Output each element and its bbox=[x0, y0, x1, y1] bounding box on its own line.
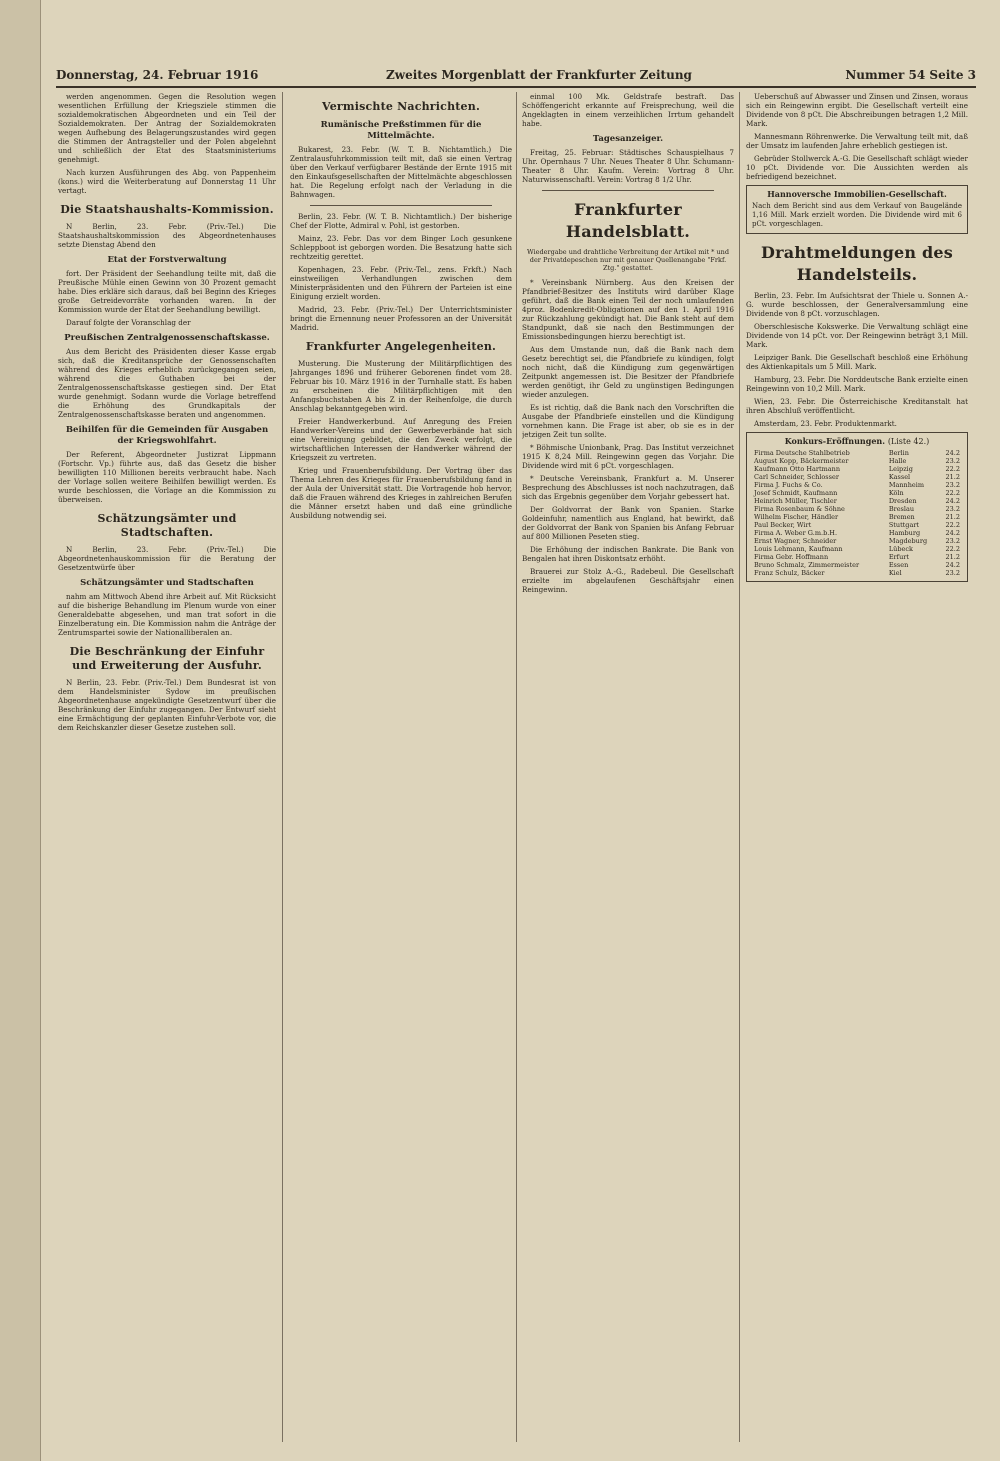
paragraph: * Vereinsbank Nürnberg. Aus den Kreisen der Pfandbrief-Besitzer des Instituts wird darüber Klage geführt, daß die Bank einen Teil der noch umlaufenden 4proz. Bodenkredit-Obligationen auf den 1. April 1916 zur Rückzahlung gekündigt hat. Die Bank steht auf dem Standpunkt, daß sie nach den Bestimmungen der Emissionsbedingungen hierzu berechtigt ist. bbox=[522, 278, 734, 341]
konkurs-row bbox=[752, 449, 962, 457]
headline-tagesanzeiger: Tagesanzeiger. bbox=[592, 134, 664, 144]
paragraph: fort. Der Präsident der Seehandlung teilte mit, daß die Preußische Mühle einen Gewinn von 30 Prozent gemacht habe. Dies erkläre sich daraus, daß bei Beginn des Krieges große Getreidevorräte vorhanden waren. In der Kommission wurde der Etat der Seehandlung bewilligt. bbox=[58, 269, 276, 314]
konkurs-row bbox=[752, 513, 962, 521]
konkurs-row bbox=[752, 561, 962, 569]
konkurs-date: 22.2 bbox=[945, 465, 960, 473]
paragraph: Mannesmann Röhrenwerke. Die Verwaltung teilt mit, daß der Umsatz im laufenden Jahre erheblich gestiegen ist. bbox=[746, 132, 968, 150]
paragraph: Bukarest, 23. Febr. (W. T. B. Nichtamtlich.) Die Zentralausfuhrkommission teilt mit, daß sie einen Vertrag über den Verkauf verfügbarer Bestände der Ernte 1915 mit den Einkaufsgesellschaften der Mittelmächte abgeschlossen hat. Die Regelung erfolgt nach der Verladung in die Bahnwagen. bbox=[290, 145, 512, 199]
konkurs-date: 21.2 bbox=[945, 513, 960, 521]
konkurs-date: 24.2 bbox=[945, 561, 960, 569]
paragraph: Amsterdam, 23. Febr. Produktenmarkt. bbox=[754, 419, 897, 428]
konkurs-date: 23.2 bbox=[945, 569, 960, 577]
konkurs-place: Leipzig bbox=[888, 465, 913, 473]
konkurs-row bbox=[752, 481, 962, 489]
konkurs-name: Bruno Schmalz, Zimmermeister bbox=[754, 561, 860, 569]
konkurs-date: 22.2 bbox=[945, 545, 960, 553]
notice-box bbox=[746, 185, 968, 234]
notice-box-text: Nach dem Bericht sind aus dem Verkauf von Baugelände 1,16 Mill. Mark erzielt worden. Die Dividende wird mit 6 pCt. vorgeschlagen. bbox=[752, 202, 962, 228]
konkurs-row bbox=[752, 521, 962, 529]
paragraph: Freitag, 25. Februar: Städtisches Schauspielhaus 7 Uhr. Opernhaus 7 Uhr. Neues Theater 8 Uhr. Schumann-Theater 8 Uhr. Kaufm. Verein: Vortrag 8 Uhr. Naturwissenschaftl. Verein: Vortrag 8 1/2 Uhr. bbox=[522, 148, 734, 184]
konkurs-row bbox=[752, 497, 962, 505]
paragraph: Der Referent, Abgeordneter Justizrat Lippmann (Fortschr. Vp.) führte aus, daß das Gesetz die bisher bewilligten 110 Millionen bereits verbraucht habe. Nach der Vorlage sollen weitere Beihilfen bewilligt werden. Es wurde beschlossen, die Vorlage an die Kommission zu überweisen. bbox=[58, 450, 276, 504]
paragraph: Leipziger Bank. Die Gesellschaft beschloß eine Erhöhung des Aktienkapitals um 5 Mill. Mark. bbox=[746, 353, 968, 371]
konkurs-name: Paul Becker, Wirt bbox=[754, 521, 812, 529]
konkurs-row bbox=[752, 529, 962, 537]
page-header bbox=[56, 66, 976, 88]
header-date: Donnerstag, 24. Februar 1916 bbox=[56, 68, 259, 82]
konkurs-name: Kaufmann Otto Hartmann bbox=[754, 465, 841, 473]
konkurs-place: Dresden bbox=[888, 497, 917, 505]
konkurs-name: Franz Schulz, Bäcker bbox=[754, 569, 825, 577]
paragraph: * Böhmische Unionbank, Prag. Das Institut verzeichnet 1915 K 8,24 Mill. Reingewinn gegen das Vorjahr. Die Dividende wird mit 6 pCt. vorgeschlagen. bbox=[522, 443, 734, 470]
paragraph: Aus dem Bericht des Präsidenten dieser Kasse ergab sich, daß die Kreditansprüche der Genossenschaften während des Krieges erheblich zurückgegangen seien, während die Guthaben bei der Zentralgenossenschaftskasse gestiegen sind. Der Etat wurde genehmigt. Sodann wurde die Vorlage betreffend die Erhöhung des Grundkapitals der Zentralgenossenschaftskasse beraten und angenommen. bbox=[58, 347, 276, 419]
paragraph: * Deutsche Vereinsbank, Frankfurt a. M. Unserer Besprechung des Abschlusses ist noch nachzutragen, daß sich das Ergebnis gegenüber dem Vorjahr gebessert hat. bbox=[522, 474, 734, 501]
paragraph: Brauerei zur Stolz A.-G., Radebeul. Die Gesellschaft erzielte im abgelaufenen Geschäftsjahr einen Reingewinn. bbox=[522, 567, 734, 594]
headline-staatshaushalt: Die Staatshaushalts-Kommission. bbox=[60, 203, 274, 216]
konkurs-date: 22.2 bbox=[945, 489, 960, 497]
paragraph: Kopenhagen, 23. Febr. (Priv.-Tel., zens. Frkft.) Nach einstweiligen Verhandlungen zwischen dem Ministerpräsidenten und den Führern der Parteien ist eine Einigung erzielt worden. bbox=[290, 265, 512, 301]
konkurs-place: Essen bbox=[888, 561, 909, 569]
konkurs-table bbox=[752, 449, 962, 577]
paragraph: nahm am Mittwoch Abend ihre Arbeit auf. Mit Rücksicht auf die bisherige Behandlung im Plenum wurde von einer Generaldebatte abgesehen, und man trat sofort in die Einzelberatung ein. Die Kommission nahm die Anträge der Zentrumspartei sowie der Nationalliberalen an. bbox=[58, 592, 276, 637]
paragraph: Ueberschuß auf Abwasser und Zinsen und Zinsen, woraus sich ein Reingewinn ergibt. Die Gesellschaft verteilt eine Dividende von 8 pCt. Die Abschreibungen betragen 1,2 Mill. Mark. bbox=[746, 92, 968, 128]
paragraph: Berlin, 23. Febr. Im Aufsichtsrat der Thiele u. Sonnen A.-G. wurde beschlossen, der Generalversammlung eine Dividende von 8 pCt. vorzuschlagen. bbox=[746, 291, 968, 318]
konkurs-place: Kiel bbox=[888, 569, 902, 577]
subheadline-schaetzungsaemter: Schätzungsämter und Stadtschaften bbox=[80, 578, 254, 588]
paragraph: Oberschlesische Kokswerke. Die Verwaltung schlägt eine Dividende von 14 pCt. vor. Der Reingewinn beträgt 3,1 Mill. Mark. bbox=[746, 322, 968, 349]
headline-handelsblatt: Frankfurter Handelsblatt. bbox=[565, 200, 691, 241]
konkurs-date: 24.2 bbox=[945, 497, 960, 505]
konkurs-name: Firma J. Fuchs & Co. bbox=[754, 481, 823, 489]
paragraph: Es ist richtig, daß die Bank nach den Vorschriften die Ausgabe der Pfandbriefe einstellen und die Kündigung vornehmen kann. Die Frage ist aber, ob sie es in der jetzigen Zeit tun sollte. bbox=[522, 403, 734, 439]
konkurs-place: Köln bbox=[888, 489, 904, 497]
column-4 bbox=[746, 92, 968, 1447]
paragraph: Hamburg, 23. Febr. Die Norddeutsche Bank erzielte einen Reingewinn von 10,2 Mill. Mark. bbox=[746, 375, 968, 393]
konkurs-name: Firma Deutsche Stahlbetrieb bbox=[754, 449, 850, 457]
paragraph: einmal 100 Mk. Geldstrafe bestraft. Das Schöffengericht erkannte auf Freisprechung, weil die Angeklagten in einem verzeihlichen Irrtum gehandelt habe. bbox=[522, 92, 734, 128]
konkurs-row bbox=[752, 537, 962, 545]
konkurs-date: 22.2 bbox=[945, 521, 960, 529]
konkurs-date: 21.2 bbox=[945, 553, 960, 561]
konkurs-place: Mannheim bbox=[888, 481, 924, 489]
paragraph: Aus dem Umstande nun, daß die Bank nach dem Gesetz berechtigt sei, die Pfandbriefe zu kündigen, folgt noch nicht, daß die Kündigung zum gegenwärtigen Zeitpunkt angemessen ist. Die Besitzer der Pfandbriefe werden genötigt, ihr Geld zu ungünstigen Bedingungen wieder anzulegen. bbox=[522, 345, 734, 399]
konkurs-name: Carl Schneider, Schlosser bbox=[754, 473, 839, 481]
konkurs-row bbox=[752, 545, 962, 553]
paragraph: Berlin, 23. Febr. (W. T. B. Nichtamtlich.) Der bisherige Chef der Flotte, Admiral v. Pohl, ist gestorben. bbox=[290, 212, 512, 230]
column-rule bbox=[516, 92, 517, 1442]
konkurs-name: Heinrich Müller, Tischler bbox=[754, 497, 837, 505]
paragraph: Krieg und Frauenberufsbildung. Der Vortrag über das Thema Lehren des Krieges für Frauenberufsbildung fand in der Aula der Universität statt. Die Vortragende hob hervor, daß die Frauen während des Krieges in zahlreichen Berufen die Männer ersetzt haben und daß eine gründliche Ausbildung notwendig sei. bbox=[290, 466, 512, 520]
headline-schaetzungsaemter: Schätzungsämter und Stadtschaften. bbox=[97, 512, 237, 539]
konkurs-name: Firma Rosenbaum & Söhne bbox=[754, 505, 845, 513]
handelsblatt-note: Wiedergabe und drahtliche Verbreitung der Artikel mit * und der Privatdepeschen nur mit genauer Quellenangabe "Frkf. Ztg." gestattet. bbox=[527, 248, 729, 272]
konkurs-date: 24.2 bbox=[945, 449, 960, 457]
header-number: Nummer 54 Seite 3 bbox=[845, 68, 976, 82]
konkurs-date: 23.2 bbox=[945, 481, 960, 489]
paragraph: Gebrüder Stollwerck A.-G. Die Gesellschaft schlägt wieder 10 pCt. Dividende vor. Die Aussichten werden als befriedigend bezeichnet. bbox=[746, 154, 968, 181]
divider bbox=[542, 190, 714, 191]
konkurs-title bbox=[752, 437, 962, 446]
konkurs-name: August Kopp, Bäckermeister bbox=[754, 457, 849, 465]
subheadline-beihilfen: Beihilfen für die Gemeinden für Ausgaben der Kriegswohlfahrt. bbox=[65, 425, 269, 446]
notice-box-title: Hannoversche Immobilien-Gesellschaft. bbox=[767, 189, 947, 199]
konkurs-row bbox=[752, 553, 962, 561]
paragraph: Musterung. Die Musterung der Militärpflichtigen des Jahrganges 1896 und früherer Geborenen findet vom 28. Februar bis 10. März 1916 in der Turnhalle statt. Es haben zu erscheinen die Militärpflichtigen mit den Anfangsbuchstaben A bis Z in der Reihenfolge, die durch Anschlag bekanntgegeben wird. bbox=[290, 359, 512, 413]
konkurs-place: Berlin bbox=[888, 449, 909, 457]
subheadline-forst: Etat der Forstverwaltung bbox=[107, 255, 227, 265]
divider bbox=[310, 205, 492, 206]
konkurs-row bbox=[752, 465, 962, 473]
paragraph: Der Goldvorrat der Bank von Spanien. Starke Goldeinfuhr, namentlich aus England, hat bewirkt, daß der Goldvorrat der Bank von Spanien bis Anfang Februar auf 800 Millionen Peseten stieg. bbox=[522, 505, 734, 541]
konkurs-title-sub: (Liste 42.) bbox=[887, 437, 930, 446]
subheadline-zentralgenossenschaft: Preußischen Zentralgenossenschaftskasse. bbox=[64, 333, 270, 343]
paragraph: N Berlin, 23. Febr. (Priv.-Tel.) Die Staatshaushaltskommission des Abgeordnetenhauses setzte Dienstag Abend den bbox=[58, 222, 276, 249]
column-rule bbox=[282, 92, 283, 1442]
column-2 bbox=[290, 92, 512, 1447]
konkurs-name: Ernst Wagner, Schneider bbox=[754, 537, 837, 545]
konkurs-place: Stuttgart bbox=[888, 521, 920, 529]
headline-vermischte: Vermischte Nachrichten. bbox=[322, 100, 480, 113]
konkurs-place: Halle bbox=[888, 457, 907, 465]
konkurs-row bbox=[752, 473, 962, 481]
konkurs-place: Breslau bbox=[888, 505, 915, 513]
headline-frankfurter-angelegenheiten: Frankfurter Angelegenheiten. bbox=[305, 340, 497, 353]
konkurs-name: Firma A. Weber G.m.b.H. bbox=[754, 529, 838, 537]
konkurs-title-text: Konkurs-Eröffnungen. bbox=[784, 436, 886, 446]
konkurs-place: Magdeburg bbox=[888, 537, 928, 545]
paragraph: Wien, 23. Febr. Die Österreichische Kreditanstalt hat ihren Abschluß veröffentlicht. bbox=[746, 397, 968, 415]
konkurs-name: Josef Schmidt, Kaufmann bbox=[754, 489, 838, 497]
column-3 bbox=[522, 92, 734, 1447]
konkurs-box bbox=[746, 432, 968, 582]
column-rule bbox=[739, 92, 740, 1442]
konkurs-date: 23.2 bbox=[945, 505, 960, 513]
konkurs-place: Lübeck bbox=[888, 545, 913, 553]
konkurs-name: Louis Lehmann, Kaufmann bbox=[754, 545, 843, 553]
lead-paragraph: werden angenommen. Gegen die Resolution wegen wesentlichen Erfüllung der Kriegsziele stimmen die sozialdemokratischen Abgeordneten und ein Teil der Sozialdemokraten. Der Antrag der Sozialdemokraten wegen Aufhebung des Belagerungszustandes wird gegen die Stimmen der Antragsteller und der Polen abgelehnt und schließlich der Etat des Staatsministeriums genehmigt. bbox=[58, 92, 276, 164]
konkurs-name: Firma Gebr. Hoffmann bbox=[754, 553, 829, 561]
headline-drahtmeldungen: Drahtmeldungen des Handelsteils. bbox=[761, 243, 953, 284]
konkurs-date: 23.2 bbox=[945, 537, 960, 545]
headline-einfuhr: Die Beschränkung der Einfuhr und Erweiterung der Ausfuhr. bbox=[69, 645, 265, 672]
konkurs-row bbox=[752, 489, 962, 497]
column-1 bbox=[58, 92, 276, 1447]
subheadline-rumaenische: Rumänische Preßstimmen für die Mittelmächte. bbox=[320, 120, 482, 141]
paragraph: N Berlin, 23. Febr. (Priv.-Tel.) Dem Bundesrat ist von dem Handelsminister Sydow im preußischen Abgeordnetenhause angekündigte Gesetzentwurf über die Beschränkung der Einfuhr zugegangen. Der Entwurf sieht eine Ermächtigung der geplanten Einfuhr-Verbote vor, die dem Reichskanzler dieser Gesetze zustehen soll. bbox=[58, 678, 276, 732]
paragraph: Die Erhöhung der indischen Bankrate. Die Bank von Bengalen hat ihren Diskontsatz erhöht. bbox=[522, 545, 734, 563]
konkurs-row bbox=[752, 457, 962, 465]
konkurs-place: Erfurt bbox=[888, 553, 909, 561]
konkurs-row bbox=[752, 569, 962, 577]
paragraph: Nach kurzen Ausführungen des Abg. von Pappenheim (kons.) wird die Weiterberatung auf Donnerstag 11 Uhr vertagt. bbox=[58, 168, 276, 195]
konkurs-row bbox=[752, 505, 962, 513]
konkurs-name: Wilhelm Fischer, Händler bbox=[754, 513, 839, 521]
konkurs-date: 23.2 bbox=[945, 457, 960, 465]
konkurs-place: Bremen bbox=[888, 513, 915, 521]
paragraph: Mainz, 23. Febr. Das vor dem Binger Loch gesunkene Schleppboot ist geborgen worden. Die Besatzung hatte sich rechtzeitig gerettet. bbox=[290, 234, 512, 261]
konkurs-place: Hamburg bbox=[888, 529, 921, 537]
paragraph: N Berlin, 23. Febr. (Priv.-Tel.) Die Abgeordnetenhauskommission für die Beratung der Gesetzentwürfe über bbox=[58, 545, 276, 572]
header-edition: Zweites Morgenblatt der Frankfurter Zeitung bbox=[386, 68, 692, 82]
konkurs-date: 21.2 bbox=[945, 473, 960, 481]
paragraph: Madrid, 23. Febr. (Priv.-Tel.) Der Unterrichtsminister bringt die Ernennung neuer Professoren an der Universität Madrid. bbox=[290, 305, 512, 332]
paragraph: Freier Handwerkerbund. Auf Anregung des Freien Handwerker-Vereins und der Gewerbeverbände hat sich eine Vereinigung gebildet, die den Zweck verfolgt, die wirtschaftlichen Interessen der Handwerker während der Kriegszeit zu vertreten. bbox=[290, 417, 512, 462]
konkurs-date: 24.2 bbox=[945, 529, 960, 537]
konkurs-place: Kassel bbox=[888, 473, 911, 481]
previous-page-edge bbox=[0, 0, 41, 1461]
paragraph: Darauf folgte der Voranschlag der bbox=[66, 318, 191, 327]
